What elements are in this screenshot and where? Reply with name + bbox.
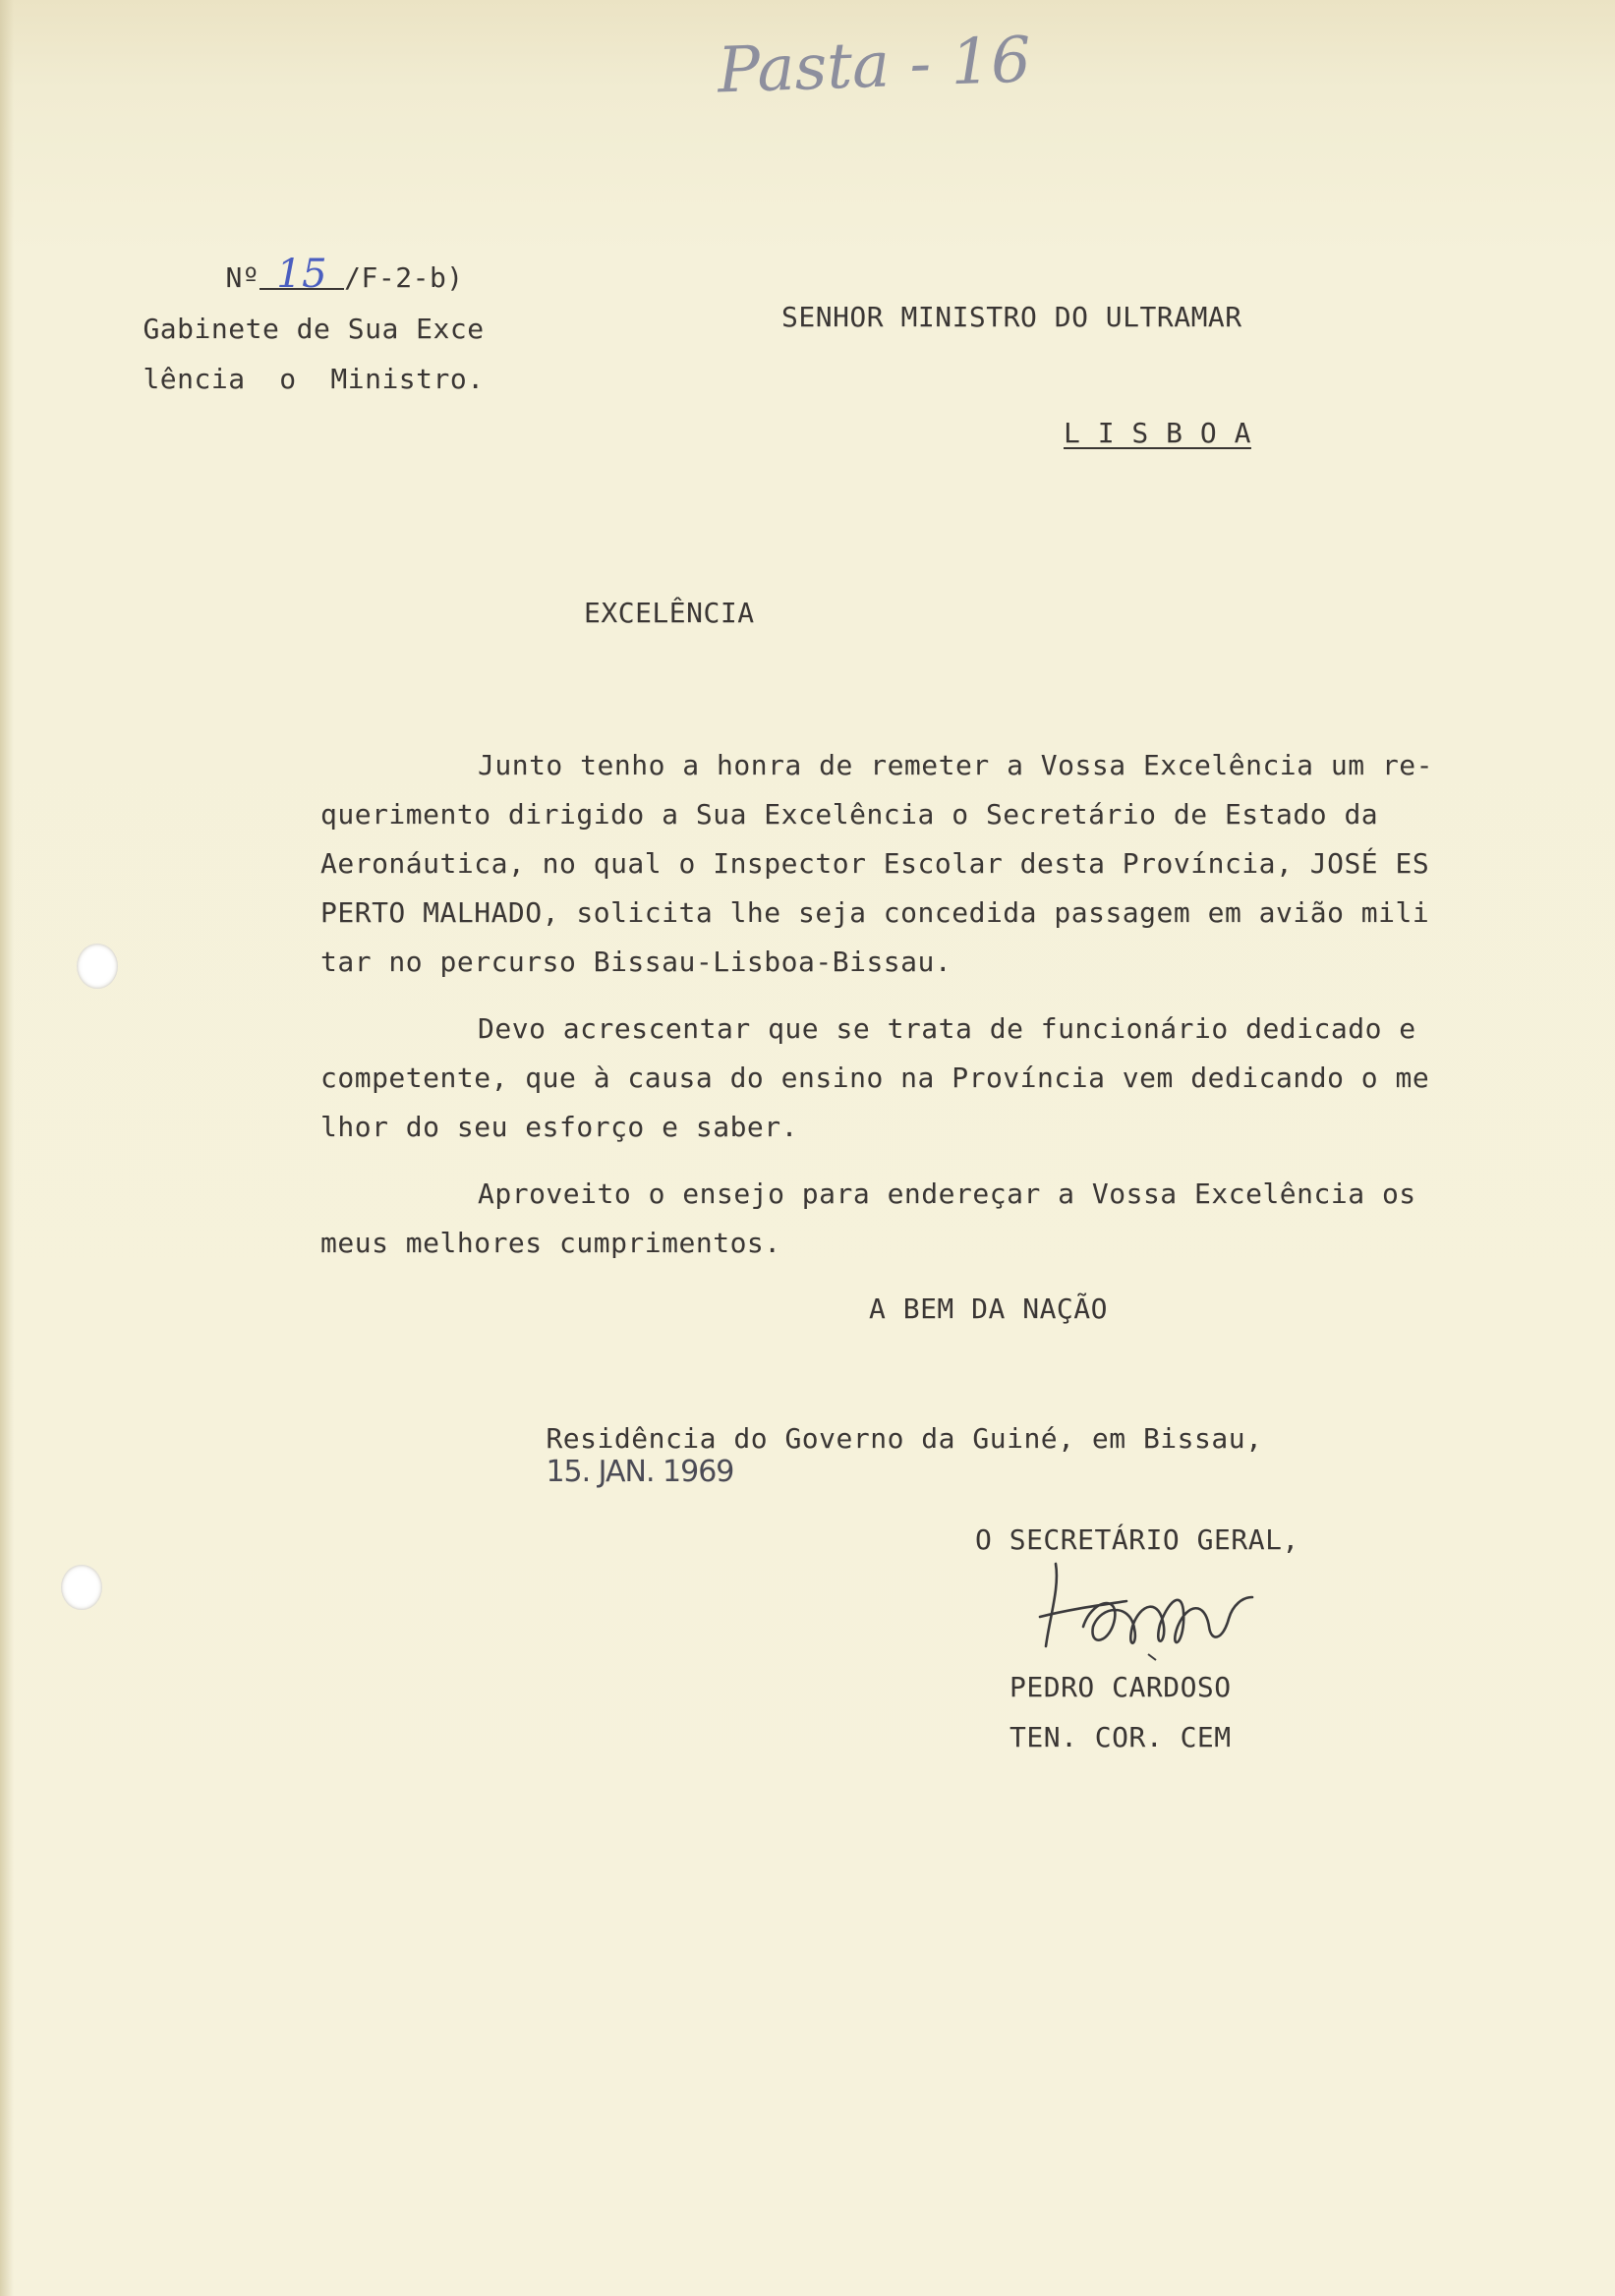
p3-line-1: Aproveito o ensejo para endereçar a Vossa Excelência os bbox=[478, 1177, 1416, 1210]
place-date-line bbox=[478, 1390, 1262, 1521]
paragraph-1 bbox=[320, 741, 1433, 987]
paper-edge bbox=[0, 0, 14, 2296]
signatory-name: PEDRO CARDOSO bbox=[1009, 1671, 1232, 1703]
punch-hole-bottom bbox=[61, 1565, 102, 1610]
sender-line-2-text: lência o Ministro. bbox=[143, 363, 485, 395]
p3-line-2: meus melhores cumprimentos. bbox=[320, 1227, 781, 1259]
handwritten-folder-note: Pasta - 16 bbox=[716, 24, 1033, 108]
sender-line-2 bbox=[75, 330, 485, 428]
p1-line-3: Aeronáutica, no qual o Inspector Escolar desta Província, JOSÉ ES bbox=[320, 847, 1430, 880]
punch-hole-top bbox=[77, 944, 118, 989]
p2-line-1: Devo acrescentar que se trata de funcionário dedicado e bbox=[478, 1012, 1416, 1045]
paragraph-3 bbox=[320, 1170, 1416, 1268]
p2-line-2: competente, que à causa do ensino na Província vem dedicando o me bbox=[320, 1062, 1430, 1094]
recipient-title: SENHOR MINISTRO DO ULTRAMAR bbox=[781, 301, 1242, 333]
p1-line-4: PERTO MALHADO, solicita lhe seja concedida passagem em avião mili bbox=[320, 896, 1430, 929]
handwritten-signature bbox=[1032, 1558, 1288, 1666]
p1-line-2: querimento dirigido a Sua Excelência o Secretário de Estado da bbox=[320, 798, 1379, 831]
p2-line-3: lhor do seu esforço e saber. bbox=[320, 1111, 799, 1143]
p1-line-5: tar no percurso Bissau-Lisboa-Bissau. bbox=[320, 946, 952, 978]
p1-line-1: Junto tenho a honra de remeter a Vossa Excelência um re- bbox=[478, 749, 1434, 781]
recipient-city: L I S B O A bbox=[1064, 417, 1251, 449]
closing-formula: A BEM DA NAÇÃO bbox=[869, 1292, 1109, 1325]
sender-line-1-text: Gabinete de Sua Exce bbox=[143, 313, 485, 345]
place-text: Residência do Governo da Guiné, em Bissau, bbox=[546, 1422, 1263, 1455]
salutation: EXCELÊNCIA bbox=[584, 597, 755, 629]
reference-prefix: Nº bbox=[225, 261, 260, 294]
stamped-date: 15. JAN. 1969 bbox=[546, 1455, 734, 1489]
reference-number-value: 15 bbox=[260, 260, 344, 290]
signatory-rank: TEN. COR. CEM bbox=[1009, 1721, 1232, 1753]
paragraph-2 bbox=[320, 1004, 1429, 1152]
signatory-role: O SECRETÁRIO GERAL, bbox=[975, 1523, 1299, 1556]
reference-suffix: /F-2-b) bbox=[344, 261, 464, 294]
